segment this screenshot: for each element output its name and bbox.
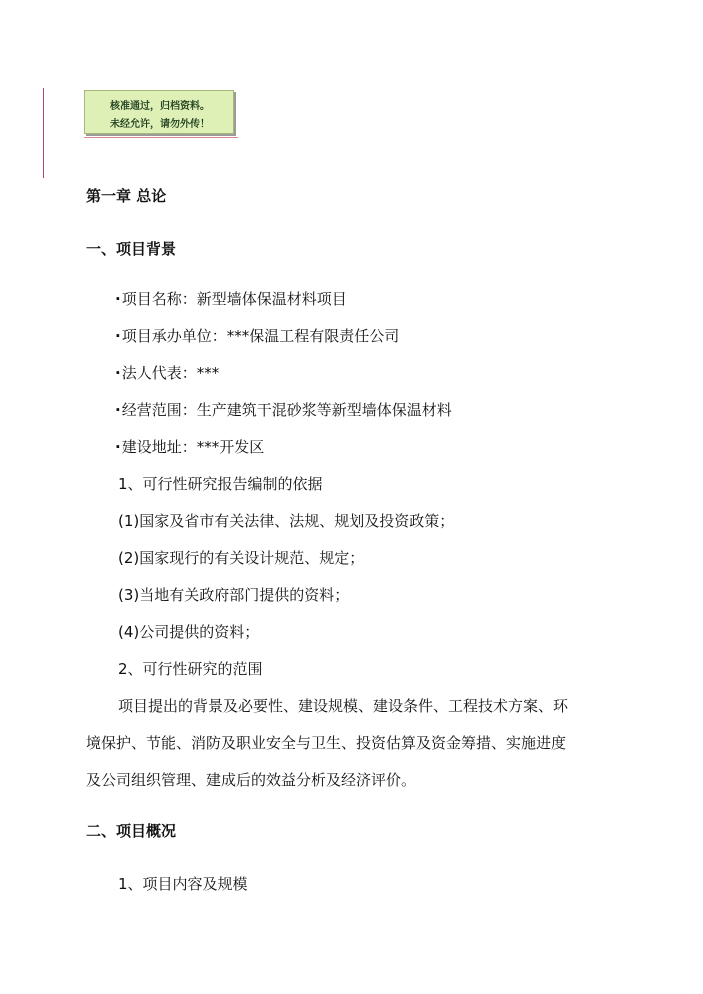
- stamp-line-2: 未经允许，请勿外传！: [110, 119, 210, 130]
- bullet-dot: ·: [115, 364, 121, 382]
- bullet-item-text: 法人代表：***: [121, 364, 220, 382]
- bullet-item-project-name: [115, 290, 347, 308]
- section-heading-background: 一、项目背景: [86, 240, 177, 258]
- bullet-item-business-scope: [115, 401, 452, 419]
- bullet-dot: ·: [115, 327, 121, 345]
- basis-item: (1)国家及省市有关法律、法规、规划及投资政策；: [118, 512, 455, 530]
- bullet-item-text: 项目承办单位：***保温工程有限责任公司: [121, 327, 400, 345]
- bullet-item-text: 经营范围：生产建筑干混砂浆等新型墙体保温材料: [121, 401, 452, 419]
- bullet-item-text: 建设地址：***开发区: [121, 438, 265, 456]
- basis-item: (2)国家现行的有关设计规范、规定；: [118, 549, 365, 567]
- basis-item: (3)当地有关政府部门提供的资料；: [118, 586, 350, 604]
- scope-paragraph-line: 境保护、节能、消防及职业安全与卫生、投资估算及资金筹措、实施进度: [86, 734, 567, 752]
- bullet-item-site-address: [115, 438, 264, 456]
- basis-item: (4)公司提供的资料；: [118, 623, 260, 641]
- scope-paragraph-line: 项目提出的背景及必要性、建设规模、建设条件、工程技术方案、环: [118, 697, 569, 715]
- stamp-line-1: 核准通过，归档资料。: [110, 101, 210, 112]
- bullet-item-text: 项目名称：新型墙体保温材料项目: [121, 290, 347, 308]
- subsection-title-content-scale: 1、项目内容及规模: [118, 875, 248, 893]
- approval-stamp: [84, 90, 234, 134]
- bullet-dot: ·: [115, 438, 121, 456]
- bullet-dot: ·: [115, 290, 121, 308]
- stamp-underline: [84, 137, 238, 138]
- scope-paragraph-line: 及公司组织管理、建成后的效益分析及经济评价。: [86, 771, 417, 789]
- bullet-item-legal-rep: [115, 364, 219, 382]
- bullet-dot: ·: [115, 401, 121, 419]
- chapter-title: 第一章 总论: [86, 187, 167, 205]
- bullet-item-organizer: [115, 327, 399, 345]
- subsection-title-scope: 2、可行性研究的范围: [118, 660, 263, 678]
- section-heading-overview: 二、项目概况: [86, 822, 177, 840]
- margin-marker-line: [43, 88, 44, 178]
- subsection-title-basis: 1、可行性研究报告编制的依据: [118, 475, 323, 493]
